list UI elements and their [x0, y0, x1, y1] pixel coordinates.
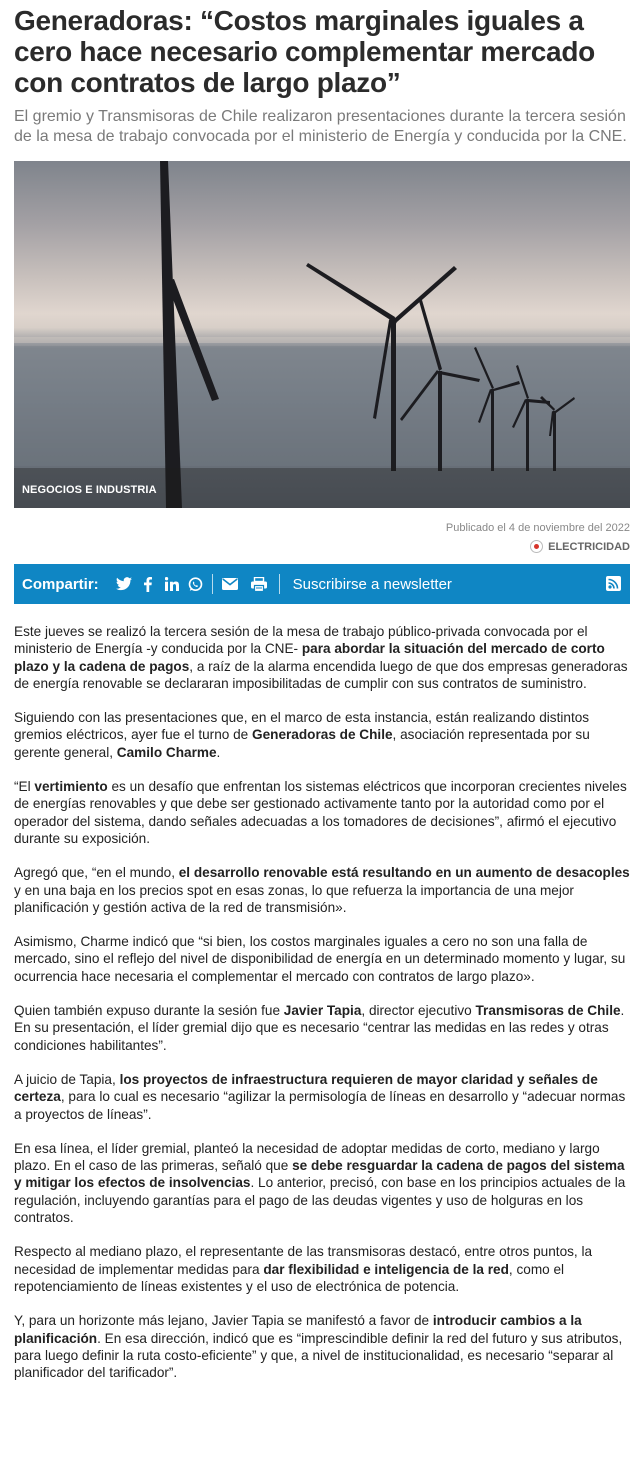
rss-icon[interactable] [606, 576, 621, 591]
share-divider [212, 574, 213, 594]
share-bar [14, 564, 630, 604]
paragraph: Asimismo, Charme indicó que “si bien, los costos marginales iguales a cero no son una falla de mercado, sino el reflejo del nivel de disponibilidad de energía en un determinado momento y lugar, su ocurrencia hace necesaria el complementar el mercado con contratos de largo plazo». [14, 934, 626, 984]
article-lead: El gremio y Transmisoras de Chile realizaron presentaciones durante la tercera sesión de la mesa de trabajo convocada por el ministerio de Energía y conducida por la CNE. [14, 108, 627, 145]
category-label[interactable]: ELECTRICIDAD [548, 540, 630, 553]
article-title: Generadoras: “Costos marginales iguales a cero hace necesario complementar mercado con contratos de largo plazo” [14, 5, 595, 98]
paragraph: Quien también expuso durante la sesión fue Javier Tapia, director ejecutivo Transmisoras de Chile. En su presentación, el líder gremial dijo que es necesario “centrar las medidas en las redes y otras condiciones habilitantes”. [14, 1003, 625, 1053]
hero-category-overlay [14, 468, 630, 508]
article-container [0, 5, 641, 1381]
share-label: Compartir: [22, 575, 99, 593]
paragraph: Este jueves se realizó la tercera sesión de la mesa de trabajo público-privada convocada por el ministerio de Energía -y conducida por la CNE- para abordar la situación del mercado de corto plazo y la cadena de pagos, a raíz de la alarma encendida luego de que dos empresas generadoras de energía renovable se declararan imposibilitadas de cumplir con sus contratos de suministro. [14, 624, 628, 691]
paragraph: A juicio de Tapia, los proyectos de infraestructura requieren de mayor claridad y señales de certeza, para lo cual es necesario “agilizar la permisología de líneas en desarrollo y “adecuar normas a proyectos de líneas”. [14, 1071, 626, 1122]
category-tag[interactable] [14, 540, 630, 553]
linkedin-icon[interactable] [165, 577, 179, 591]
paragraph: Siguiendo con las presentaciones que, en el marco de esta instancia, están realizando distintos gremios eléctricos, ayer fue el turno de Generadoras de Chile, asociación representada por su gerente general, Camilo Charme. [14, 710, 590, 760]
share-divider [279, 574, 280, 594]
print-icon[interactable] [251, 577, 267, 592]
article-body [14, 623, 630, 1381]
paragraph: “El vertimiento es un desafío que enfrentan los sistemas eléctricos que incorporan crecientes niveles de energías renovables y que debe ser gestionado activamente tanto por la autoridad como por el operador del sistema, dando señales adecuadas a los tomadores de decisiones”, afirmó el ejecutivo durante su exposición. [14, 779, 627, 846]
email-icon[interactable] [222, 578, 238, 590]
paragraph: Agregó que, “en el mundo, el desarrollo renovable está resultando en un aumento de desacoples y en una baja en los precios spot en esas zonas, lo que refuerza la importancia de una mejor planificación y gestión activa de la red de transmisión». [14, 865, 630, 915]
publish-date: Publicado el 4 de noviembre del 2022 [445, 522, 630, 534]
paragraph: Y, para un horizonte más lejano, Javier Tapia se manifestó a favor de introducir cambios a la planificación. En esa dirección, indicó que es “imprescindible definir la red del futuro y sus atributos, para luego definir la ruta costo-eficiente” y que, a nivel de institucionalidad, es necesario “separar al planificador del tarificador”. [14, 1313, 623, 1381]
hero-image [14, 161, 630, 508]
electricity-category-icon [530, 540, 543, 553]
paragraph: Respecto al mediano plazo, el representante de las transmisoras destacó, entre otros puntos, la necesidad de implementar medidas para dar flexibilidad e inteligencia de la red, como el repotenciamiento de líneas existentes y el uso de electrónica de potencia. [14, 1244, 593, 1294]
whatsapp-icon[interactable] [188, 577, 203, 592]
twitter-icon[interactable] [116, 577, 132, 591]
wind-turbines-illustration [14, 161, 630, 508]
facebook-icon[interactable] [144, 577, 152, 592]
hero-category-label[interactable]: NEGOCIOS E INDUSTRIA [22, 484, 157, 496]
newsletter-link[interactable]: Suscribirse a newsletter [292, 575, 452, 593]
paragraph: En esa línea, el líder gremial, planteó la necesidad de adoptar medidas de corto, mediano y largo plazo. En el caso de las primeras, señaló que se debe resguardar la cadena de pagos del sistema y mitigar los efectos de insolvencias. Lo anterior, precisó, con base en los principios actuales de la regulación, incluyendo garantías para el pago de las deudas vigentes y uso de holguras en los contratos. [14, 1140, 626, 1226]
